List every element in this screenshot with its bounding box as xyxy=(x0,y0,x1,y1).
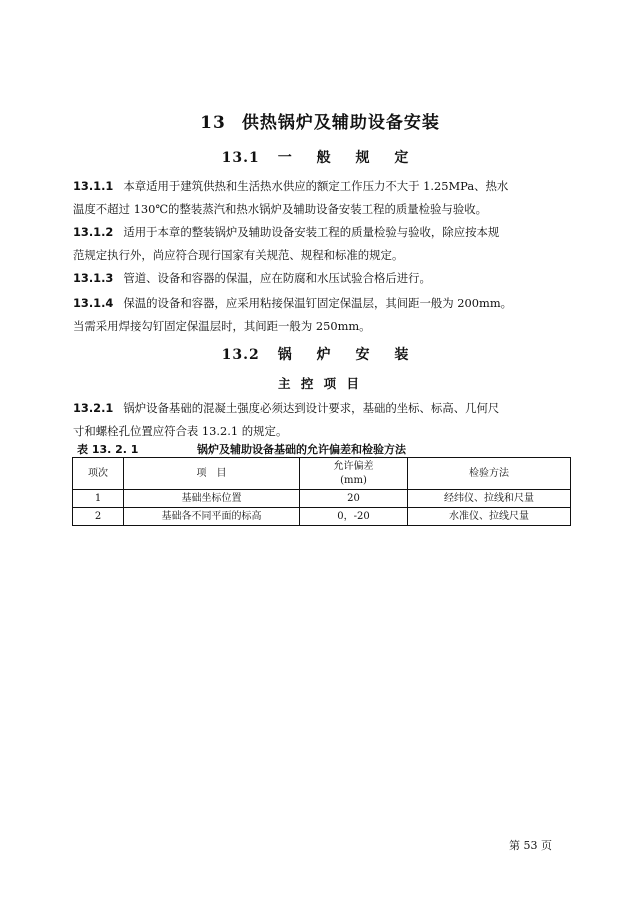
clause-text: 保温的设备和容器，应采用粘接保温钉固定保温层，其间距一般为 200mm。 xyxy=(123,296,513,310)
cell-index: 2 xyxy=(73,508,124,526)
section-title-13-1 xyxy=(0,147,640,167)
section-number: 13.2 xyxy=(221,347,260,363)
table-header-row xyxy=(73,458,571,490)
subsection-title: 主 控 项 目 xyxy=(277,376,363,391)
clause-13-1-4 xyxy=(73,292,573,338)
clause-text: 锅炉设备基础的混凝土强度必须达到设计要求，基础的坐标、标高、几何尺 xyxy=(123,401,500,415)
cell-tolerance: 0，-20 xyxy=(300,508,408,526)
header-item: 项 目 xyxy=(124,458,300,490)
clause-13-1-1 xyxy=(73,175,573,221)
clause-number: 13.1.2 xyxy=(73,225,114,239)
section-number: 13.1 xyxy=(221,150,260,166)
header-tolerance xyxy=(300,458,408,490)
clause-text: 适用于本章的整装锅炉及辅助设备安装工程的质量检验与验收，除应按本规 xyxy=(123,225,500,239)
header-tolerance-unit: (mm) xyxy=(340,474,367,486)
cell-method: 水准仪、拉线尺量 xyxy=(408,508,571,526)
cell-index: 1 xyxy=(73,490,124,508)
chapter-number: 13 xyxy=(200,113,226,133)
table-caption-text: 锅炉及辅助设备基础的允许偏差和检验方法 xyxy=(197,443,406,456)
cell-item: 基础坐标位置 xyxy=(124,490,300,508)
clause-13-1-3 xyxy=(73,267,573,290)
clause-text: 本章适用于建筑供热和生活热水供应的额定工作压力不大于 1.25MPa、热水 xyxy=(123,179,509,193)
header-index: 项次 xyxy=(73,458,124,490)
clause-number: 13.1.3 xyxy=(73,271,114,285)
cell-tolerance: 20 xyxy=(300,490,408,508)
tolerance-table xyxy=(72,457,571,526)
section-heading: 锅 炉 安 装 xyxy=(277,347,419,363)
clause-number: 13.2.1 xyxy=(73,401,114,415)
clause-text: 寸和螺栓孔位置应符合表 13.2.1 的规定。 xyxy=(73,424,288,438)
header-method: 检验方法 xyxy=(408,458,571,490)
cell-item: 基础各不同平面的标高 xyxy=(124,508,300,526)
header-tolerance-label: 允许偏差 xyxy=(333,460,374,472)
cell-method: 经纬仪、拉线和尺量 xyxy=(408,490,571,508)
chapter-heading: 供热锅炉及辅助设备安装 xyxy=(241,113,440,133)
clause-text: 温度不超过 130℃的整装蒸汽和热水锅炉及辅助设备安装工程的质量检验与验收。 xyxy=(73,202,487,216)
clause-13-1-2 xyxy=(73,221,573,267)
table-number: 表 13. 2. 1 xyxy=(77,443,139,456)
clause-13-2-1 xyxy=(73,397,573,443)
clause-text: 当需采用焊接勾钉固定保温层时，其间距一般为 250mm。 xyxy=(73,319,371,333)
table-row xyxy=(73,508,571,526)
page-number: 第 53 页 xyxy=(509,839,552,852)
section-title-13-2 xyxy=(0,344,640,364)
clause-text: 范规定执行外，尚应符合现行国家有关规范、规程和标准的规定。 xyxy=(73,248,404,262)
clause-number: 13.1.1 xyxy=(73,179,114,193)
chapter-title xyxy=(0,108,640,133)
table-caption xyxy=(77,441,577,457)
table-row xyxy=(73,490,571,508)
clause-number: 13.1.4 xyxy=(73,296,114,310)
section-heading: 一 般 规 定 xyxy=(277,150,419,166)
clause-text: 管道、设备和容器的保温，应在防腐和水压试验合格后进行。 xyxy=(123,271,431,285)
